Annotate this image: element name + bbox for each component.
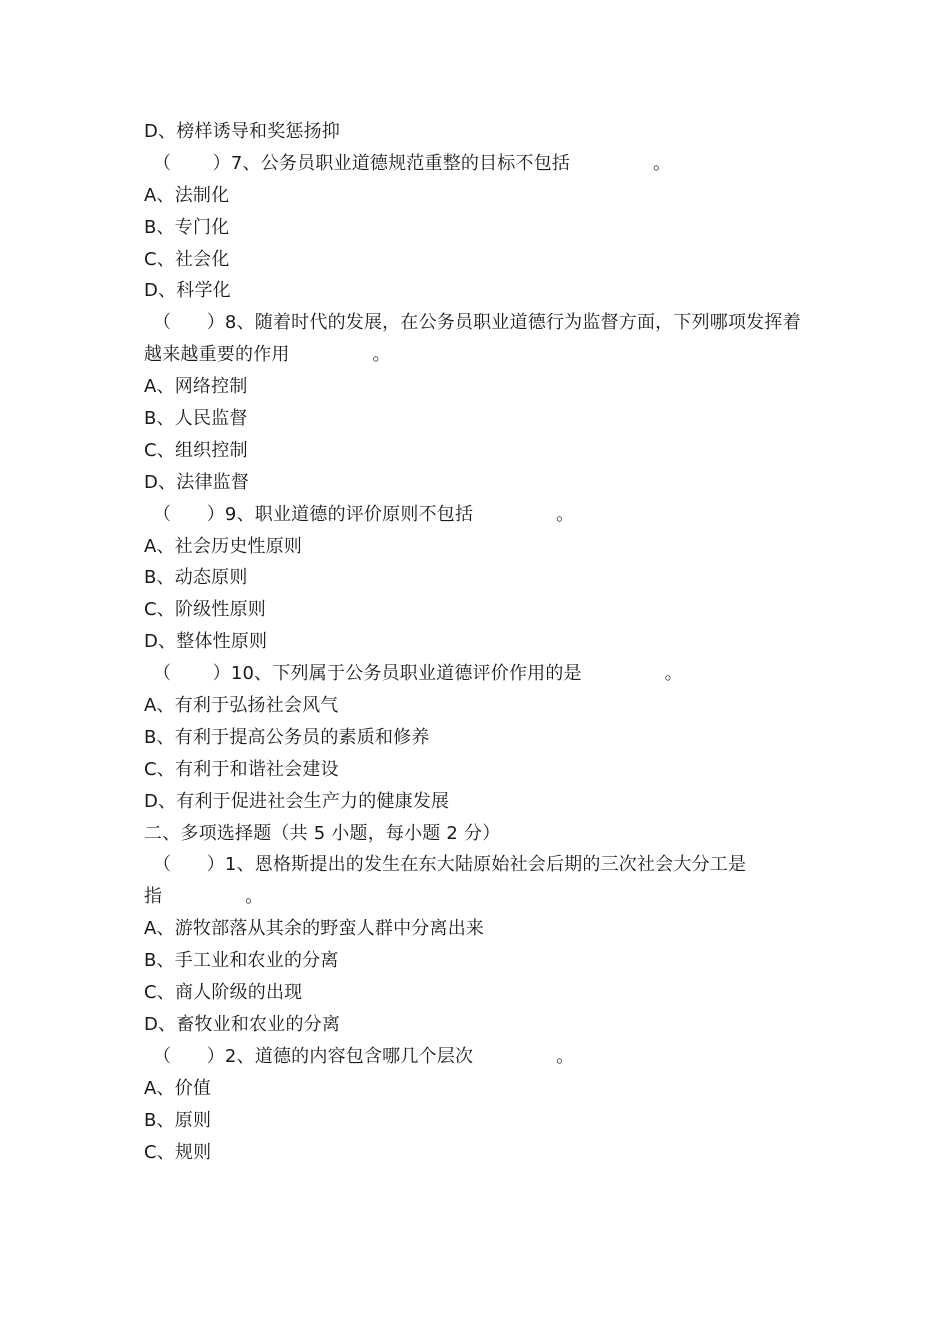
option-line: C、规则 bbox=[144, 1141, 212, 1163]
option-line: B、专门化 bbox=[144, 216, 230, 238]
question-7: （ ）7、公务员职业道德规范重整的目标不包括 。 bbox=[153, 152, 672, 174]
option-line: B、人民监督 bbox=[144, 408, 248, 430]
question-10: （ ）10、下列属于公务员职业道德评价作用的是 。 bbox=[153, 663, 683, 685]
option-line: D、整体性原则 bbox=[144, 631, 268, 653]
option-line: D、畜牧业和农业的分离 bbox=[144, 1013, 341, 1035]
option-line: A、网络控制 bbox=[144, 376, 248, 398]
question-8: （ ）8、随着时代的发展，在公务员职业道德行为监督方面，下列哪项发挥着 bbox=[153, 312, 801, 334]
option-line: B、原则 bbox=[144, 1109, 212, 1131]
option-line: B、手工业和农业的分离 bbox=[144, 950, 339, 972]
option-line: D、法律监督 bbox=[144, 471, 250, 493]
option-line: C、商人阶级的出现 bbox=[144, 982, 303, 1004]
multi-question-2: （ ）2、道德的内容包含哪几个层次 。 bbox=[153, 1045, 575, 1067]
question-9: （ ）9、职业道德的评价原则不包括 。 bbox=[153, 503, 575, 525]
option-line: B、动态原则 bbox=[144, 567, 248, 589]
option-line: A、游牧部落从其余的野蛮人群中分离出来 bbox=[144, 918, 485, 940]
option-line: A、价值 bbox=[144, 1077, 212, 1099]
question-8-continuation: 越来越重要的作用 。 bbox=[144, 344, 391, 366]
option-line: C、组织控制 bbox=[144, 439, 248, 461]
section-heading: 二、多项选择题（共 5 小题，每小题 2 分） bbox=[144, 822, 501, 844]
multi-question-1: （ ）1、恩格斯提出的发生在东大陆原始社会后期的三次社会大分工是 bbox=[153, 854, 747, 876]
option-line: B、有利于提高公务员的素质和修养 bbox=[144, 726, 430, 748]
option-line: A、有利于弘扬社会风气 bbox=[144, 695, 339, 717]
multi-question-1-continuation: 指 。 bbox=[144, 886, 264, 908]
document-body bbox=[144, 116, 824, 1168]
option-line: C、阶级性原则 bbox=[144, 599, 266, 621]
option-line: D、科学化 bbox=[144, 280, 231, 302]
option-line: C、社会化 bbox=[144, 248, 230, 270]
option-line: A、法制化 bbox=[144, 184, 230, 206]
option-line: C、有利于和谐社会建设 bbox=[144, 758, 339, 780]
option-line: D、榜样诱导和奖惩扬抑 bbox=[144, 121, 341, 142]
option-line: A、社会历史性原则 bbox=[144, 535, 303, 557]
option-line: D、有利于促进社会生产力的健康发展 bbox=[144, 790, 450, 812]
